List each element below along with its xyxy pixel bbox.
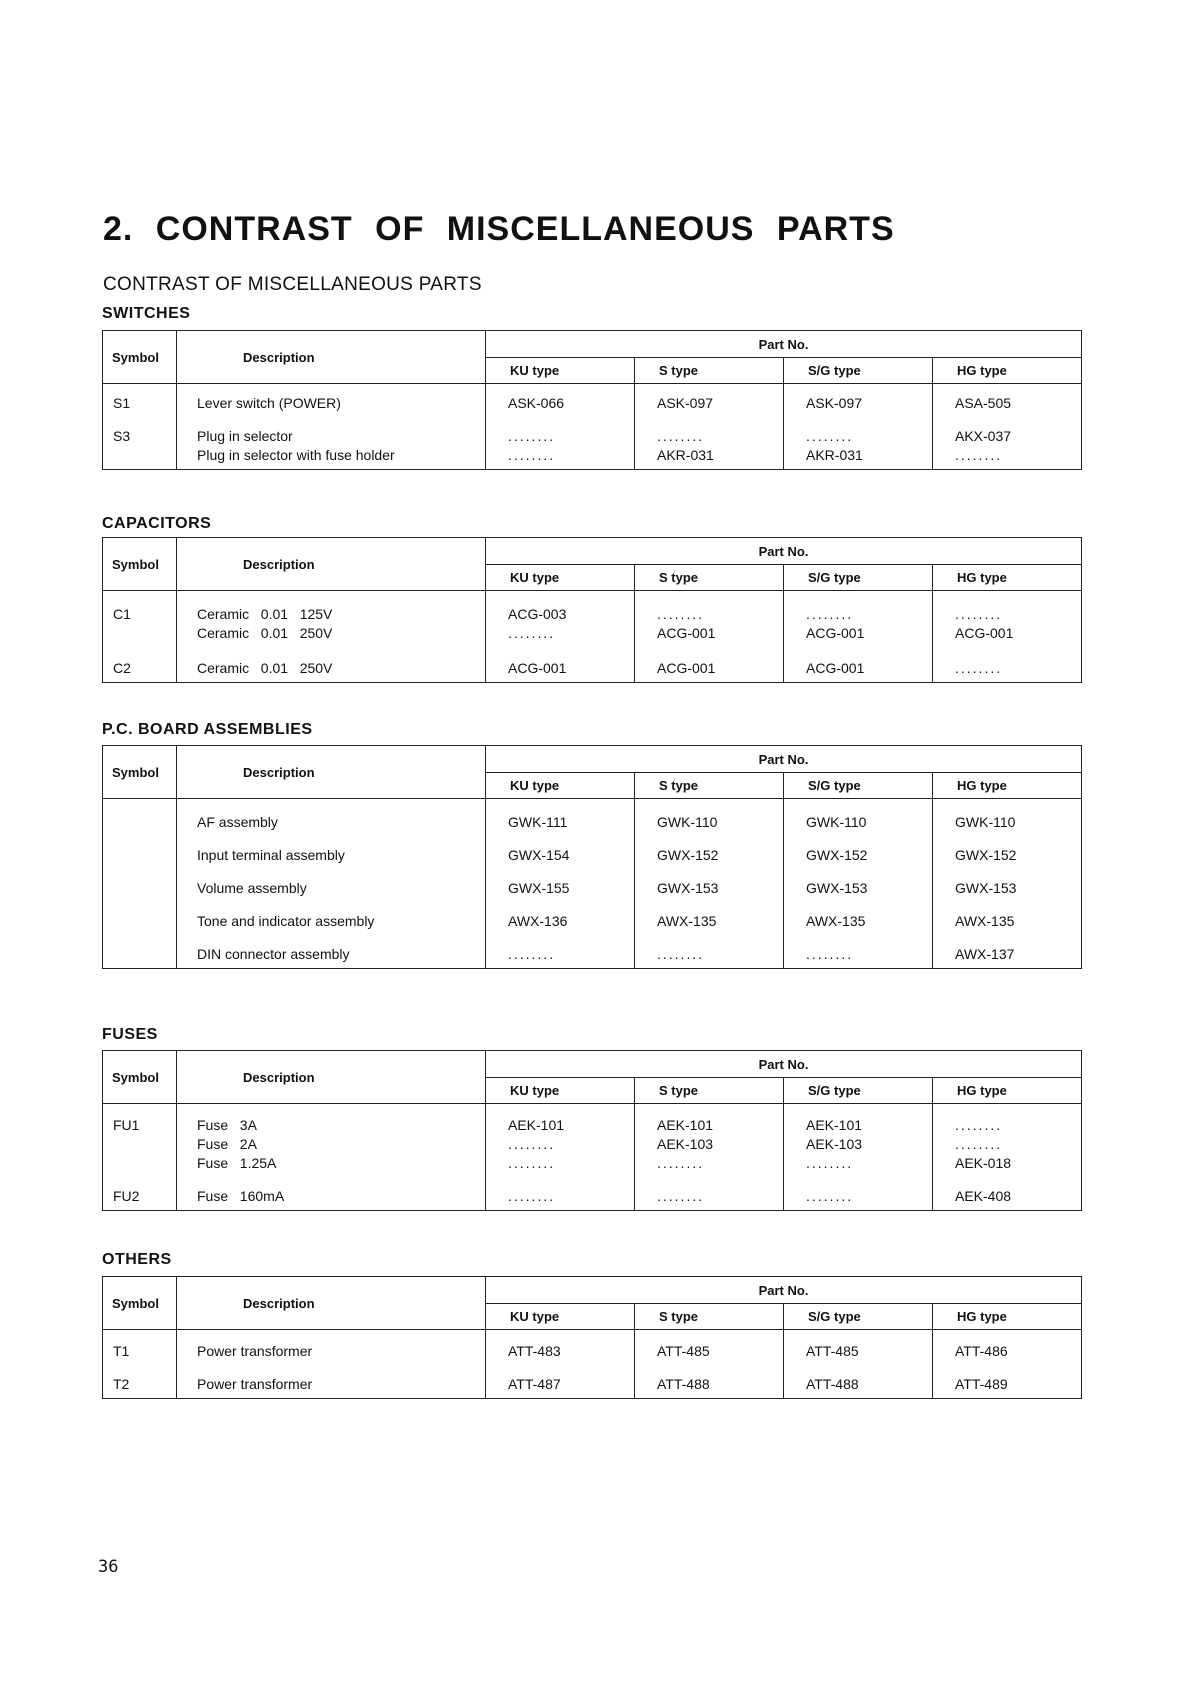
- ku-part-cell: ASK-066: [508, 395, 565, 411]
- ku-part-cell: AEK-101: [508, 1117, 565, 1133]
- symbol-cell: S3: [113, 428, 131, 444]
- description-header: Description: [177, 1277, 486, 1330]
- symbol-cell: C2: [113, 660, 131, 676]
- s-part-cell: AKR-031: [657, 447, 714, 463]
- section-title: FUSES: [102, 1026, 158, 1043]
- sg-part-cell: AEK-101: [806, 1117, 863, 1133]
- ku-part-cell: ........: [508, 1136, 556, 1152]
- hg-part-cell: GWX-152: [955, 847, 1017, 863]
- table-row: [103, 799, 1082, 833]
- s-part-cell: ........: [657, 1155, 705, 1171]
- ku-part-cell: ATT-487: [508, 1376, 561, 1392]
- ku-type-header: KU type: [486, 773, 635, 799]
- s-part-cell: ASK-097: [657, 395, 714, 411]
- table-row: [103, 832, 1082, 865]
- sg-part-cell: AEK-103: [806, 1136, 863, 1152]
- description-header: Description: [177, 331, 486, 384]
- ku-part-cell: GWK-111: [508, 814, 568, 830]
- description-header: Description: [177, 746, 486, 799]
- section-title: CAPACITORS: [102, 515, 212, 532]
- sg-part-cell: ........: [806, 606, 854, 622]
- description-cell: Volume assembly: [197, 880, 307, 896]
- symbol-cell: FU1: [113, 1117, 140, 1133]
- s-part-cell: ........: [657, 606, 705, 622]
- part-no-header: Part No.: [486, 538, 1082, 565]
- symbol-cell: [113, 813, 176, 832]
- parts-table: [102, 1050, 1082, 1211]
- symbol-header: Symbol: [103, 746, 177, 799]
- table-row: [103, 413, 1082, 470]
- hg-part-cell: GWX-153: [955, 880, 1017, 896]
- hg-part-cell: AEK-408: [955, 1188, 1012, 1204]
- ku-part-cell: ........: [508, 946, 556, 962]
- section-title: OTHERS: [102, 1251, 172, 1268]
- s-part-cell: ........: [657, 946, 705, 962]
- page-subtitle: CONTRAST OF MISCELLANEOUS PARTS: [103, 274, 482, 295]
- hg-type-header: HG type: [933, 1304, 1082, 1330]
- sg-part-cell: ........: [806, 428, 854, 444]
- hg-part-cell: AWX-137: [955, 946, 1015, 962]
- sg-part-cell: ........: [806, 946, 854, 962]
- part-no-header: Part No.: [486, 331, 1082, 358]
- sg-part-cell: ACG-001: [806, 660, 865, 676]
- ku-type-header: KU type: [486, 1304, 635, 1330]
- symbol-header: Symbol: [103, 1277, 177, 1330]
- table-row: [103, 898, 1082, 931]
- sg-part-cell: GWK-110: [806, 814, 867, 830]
- description-cell: Plug in selector: [197, 428, 293, 444]
- s-type-header: S type: [635, 773, 784, 799]
- ku-part-cell: ACG-001: [508, 660, 567, 676]
- symbol-cell: T2: [113, 1376, 130, 1392]
- table-row: [103, 931, 1082, 969]
- description-cell: Fuse 160mA: [197, 1188, 285, 1204]
- s-part-cell: GWK-110: [657, 814, 718, 830]
- table-row: [103, 1330, 1082, 1362]
- symbol-cell: [113, 879, 176, 898]
- ku-part-cell: GWX-154: [508, 847, 570, 863]
- ku-part-cell: ........: [508, 625, 556, 641]
- hg-part-cell: GWK-110: [955, 814, 1016, 830]
- table-row: [103, 1104, 1082, 1174]
- description-cell: Fuse 2A: [197, 1136, 257, 1152]
- s-part-cell: AEK-103: [657, 1136, 714, 1152]
- hg-part-cell: AWX-135: [955, 913, 1015, 929]
- table-row: [103, 591, 1082, 644]
- description-cell: Power transformer: [197, 1376, 313, 1392]
- ku-part-cell: ........: [508, 1188, 556, 1204]
- s-part-cell: ........: [657, 1188, 705, 1204]
- symbol-cell: [113, 945, 176, 964]
- parts-table: [102, 537, 1082, 683]
- description-header: Description: [177, 1051, 486, 1104]
- sg-part-cell: ASK-097: [806, 395, 863, 411]
- hg-part-cell: AEK-018: [955, 1155, 1012, 1171]
- description-cell: Input terminal assembly: [197, 847, 345, 863]
- symbol-header: Symbol: [103, 331, 177, 384]
- sg-part-cell: GWX-153: [806, 880, 868, 896]
- table-row: [103, 1361, 1082, 1399]
- description-cell: DIN connector assembly: [197, 946, 350, 962]
- symbol-cell: T1: [113, 1343, 130, 1359]
- part-no-header: Part No.: [486, 1051, 1082, 1078]
- description-cell: Tone and indicator assembly: [197, 913, 375, 929]
- ku-part-cell: ........: [508, 447, 556, 463]
- ku-part-cell: ........: [508, 428, 556, 444]
- parts-table: [102, 1276, 1082, 1399]
- table-row: [103, 643, 1082, 683]
- sg-type-header: S/G type: [784, 773, 933, 799]
- description-cell: Plug in selector with fuse holder: [197, 447, 395, 463]
- hg-part-cell: ACG-001: [955, 625, 1014, 641]
- s-type-header: S type: [635, 1078, 784, 1104]
- description-cell: Fuse 3A: [197, 1117, 257, 1133]
- description-cell: Ceramic 0.01 250V: [197, 625, 333, 641]
- hg-type-header: HG type: [933, 1078, 1082, 1104]
- description-cell: Lever switch (POWER): [197, 395, 341, 411]
- description-header: Description: [177, 538, 486, 591]
- hg-part-cell: ........: [955, 660, 1003, 676]
- ku-type-header: KU type: [486, 358, 635, 384]
- hg-part-cell: ........: [955, 1117, 1003, 1133]
- sg-part-cell: ........: [806, 1188, 854, 1204]
- hg-type-header: HG type: [933, 565, 1082, 591]
- s-part-cell: ACG-001: [657, 660, 716, 676]
- part-no-header: Part No.: [486, 1277, 1082, 1304]
- s-part-cell: ........: [657, 428, 705, 444]
- symbol-header: Symbol: [103, 538, 177, 591]
- sg-part-cell: ATT-488: [806, 1376, 859, 1392]
- symbol-header: Symbol: [103, 1051, 177, 1104]
- part-no-header: Part No.: [486, 746, 1082, 773]
- sg-part-cell: AWX-135: [806, 913, 866, 929]
- s-part-cell: ACG-001: [657, 625, 716, 641]
- hg-type-header: HG type: [933, 773, 1082, 799]
- hg-part-cell: ........: [955, 606, 1003, 622]
- sg-type-header: S/G type: [784, 358, 933, 384]
- symbol-cell: C1: [113, 606, 131, 622]
- page-number: 36: [98, 1557, 119, 1577]
- symbol-cell: FU2: [113, 1188, 140, 1204]
- symbol-cell: [113, 912, 176, 931]
- s-part-cell: GWX-152: [657, 847, 719, 863]
- ku-type-header: KU type: [486, 565, 635, 591]
- sg-type-header: S/G type: [784, 1304, 933, 1330]
- hg-part-cell: ASA-505: [955, 395, 1012, 411]
- table-row: [103, 1173, 1082, 1211]
- hg-part-cell: AKX-037: [955, 428, 1012, 444]
- symbol-cell: S1: [113, 395, 131, 411]
- s-type-header: S type: [635, 565, 784, 591]
- sg-type-header: S/G type: [784, 565, 933, 591]
- hg-type-header: HG type: [933, 358, 1082, 384]
- s-part-cell: ATT-488: [657, 1376, 710, 1392]
- parts-table: [102, 745, 1082, 969]
- description-cell: AF assembly: [197, 814, 278, 830]
- s-part-cell: AEK-101: [657, 1117, 714, 1133]
- sg-part-cell: AKR-031: [806, 447, 863, 463]
- ku-part-cell: AWX-136: [508, 913, 568, 929]
- ku-type-header: KU type: [486, 1078, 635, 1104]
- ku-part-cell: ACG-003: [508, 606, 567, 622]
- s-part-cell: AWX-135: [657, 913, 717, 929]
- hg-part-cell: ATT-489: [955, 1376, 1008, 1392]
- page-title: 2. CONTRAST OF MISCELLANEOUS PARTS: [103, 210, 895, 248]
- ku-part-cell: ATT-483: [508, 1343, 561, 1359]
- s-type-header: S type: [635, 1304, 784, 1330]
- table-row: [103, 865, 1082, 898]
- hg-part-cell: ........: [955, 447, 1003, 463]
- hg-part-cell: ........: [955, 1136, 1003, 1152]
- s-part-cell: GWX-153: [657, 880, 719, 896]
- section-title: SWITCHES: [102, 305, 191, 322]
- hg-part-cell: ATT-486: [955, 1343, 1008, 1359]
- ku-part-cell: ........: [508, 1155, 556, 1171]
- s-type-header: S type: [635, 358, 784, 384]
- description-cell: Fuse 1.25A: [197, 1155, 277, 1171]
- sg-part-cell: ATT-485: [806, 1343, 859, 1359]
- description-cell: Ceramic 0.01 250V: [197, 660, 333, 676]
- symbol-cell: [113, 846, 176, 865]
- sg-part-cell: ........: [806, 1155, 854, 1171]
- s-part-cell: ATT-485: [657, 1343, 710, 1359]
- table-row: [103, 384, 1082, 414]
- sg-type-header: S/G type: [784, 1078, 933, 1104]
- section-title: P.C. BOARD ASSEMBLIES: [102, 721, 313, 738]
- description-cell: Power transformer: [197, 1343, 313, 1359]
- ku-part-cell: GWX-155: [508, 880, 570, 896]
- parts-table: [102, 330, 1082, 470]
- sg-part-cell: GWX-152: [806, 847, 868, 863]
- description-cell: Ceramic 0.01 125V: [197, 606, 333, 622]
- sg-part-cell: ACG-001: [806, 625, 865, 641]
